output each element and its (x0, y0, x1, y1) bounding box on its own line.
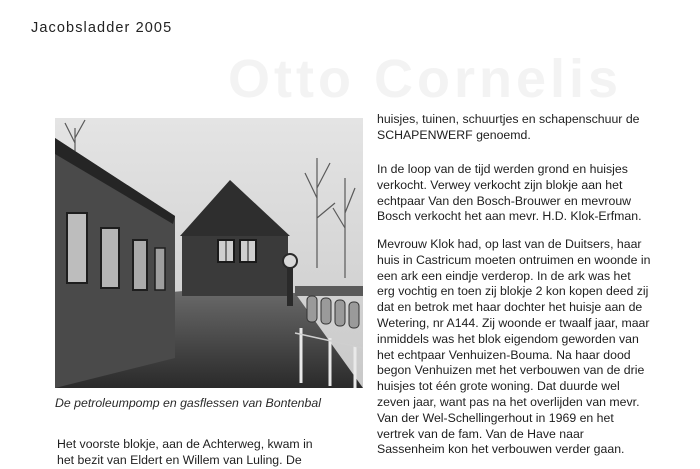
text-line: vertrek van de fam. Van de Have naar (377, 426, 584, 441)
watermark-text: Otto Cornelis (228, 49, 623, 109)
text-line: verkocht. Verwey verkocht zijn blokje aan het (377, 177, 623, 192)
text-line: inmiddels was het blok eigendom geworden van (377, 331, 639, 346)
text-line: het echtpaar Venhuizen-Bouma. Na haar dood (377, 347, 631, 362)
text-line: echtpaar Van den Bosch-Brouwer en mevrouw (377, 193, 632, 208)
page-header: Jacobsladder 2005 (31, 20, 173, 36)
text-line: het bezit van Eldert en Willem van Luling. De (57, 452, 302, 467)
text-line: dat en betrok met haar dochter het huisje aan de (377, 300, 643, 315)
text-line: Het voorste blokje, aan de Achterweg, kwam in (57, 437, 313, 451)
text-line: huis in Castricum moeten ontruimen en woonde in (377, 252, 651, 267)
right-paragraph-1 (377, 112, 640, 144)
text-line: Sassenheim kon het verbouwen verder gaan. (377, 442, 625, 457)
text-line: In de loop van de tijd werden grond en huisjes (377, 162, 628, 176)
right-paragraph-2 (377, 162, 642, 225)
right-paragraph-3 (377, 237, 650, 458)
text-line: Mevrouw Klok had, op last van de Duitsers, haar (377, 237, 642, 251)
text-line: Wetering, nr A144. Zij woonde er twaalf jaar, maar (377, 315, 650, 330)
petrol-pump-photo (55, 118, 363, 388)
text-line: een ark een eindje verderop. In de ark was het (377, 268, 631, 283)
text-line: erg vochtig en toen zij blokje 2 kon kopen deed zij (377, 284, 649, 299)
text-line: zeven jaar, want pas na het overlijden van mevr. (377, 394, 640, 409)
text-line: Bosch verkocht het aan mevr. H.D. Klok-Erfman. (377, 209, 642, 224)
text-line: Van der Wel-Schellingerhout in 1969 en het (377, 410, 614, 425)
text-line: SCHAPENWERF genoemd. (377, 127, 531, 142)
left-paragraph-1 (57, 437, 313, 469)
text-line: huisjes tot één grote woning. Dat duurde wel (377, 379, 620, 394)
photo-caption: De petroleumpomp en gasflessen van Bontenbal (55, 396, 321, 410)
text-line: huisjes, tuinen, schuurtjes en schapenschuur de (377, 112, 640, 126)
text-line: begon Venhuizen met het verbouwen van de drie (377, 363, 645, 378)
